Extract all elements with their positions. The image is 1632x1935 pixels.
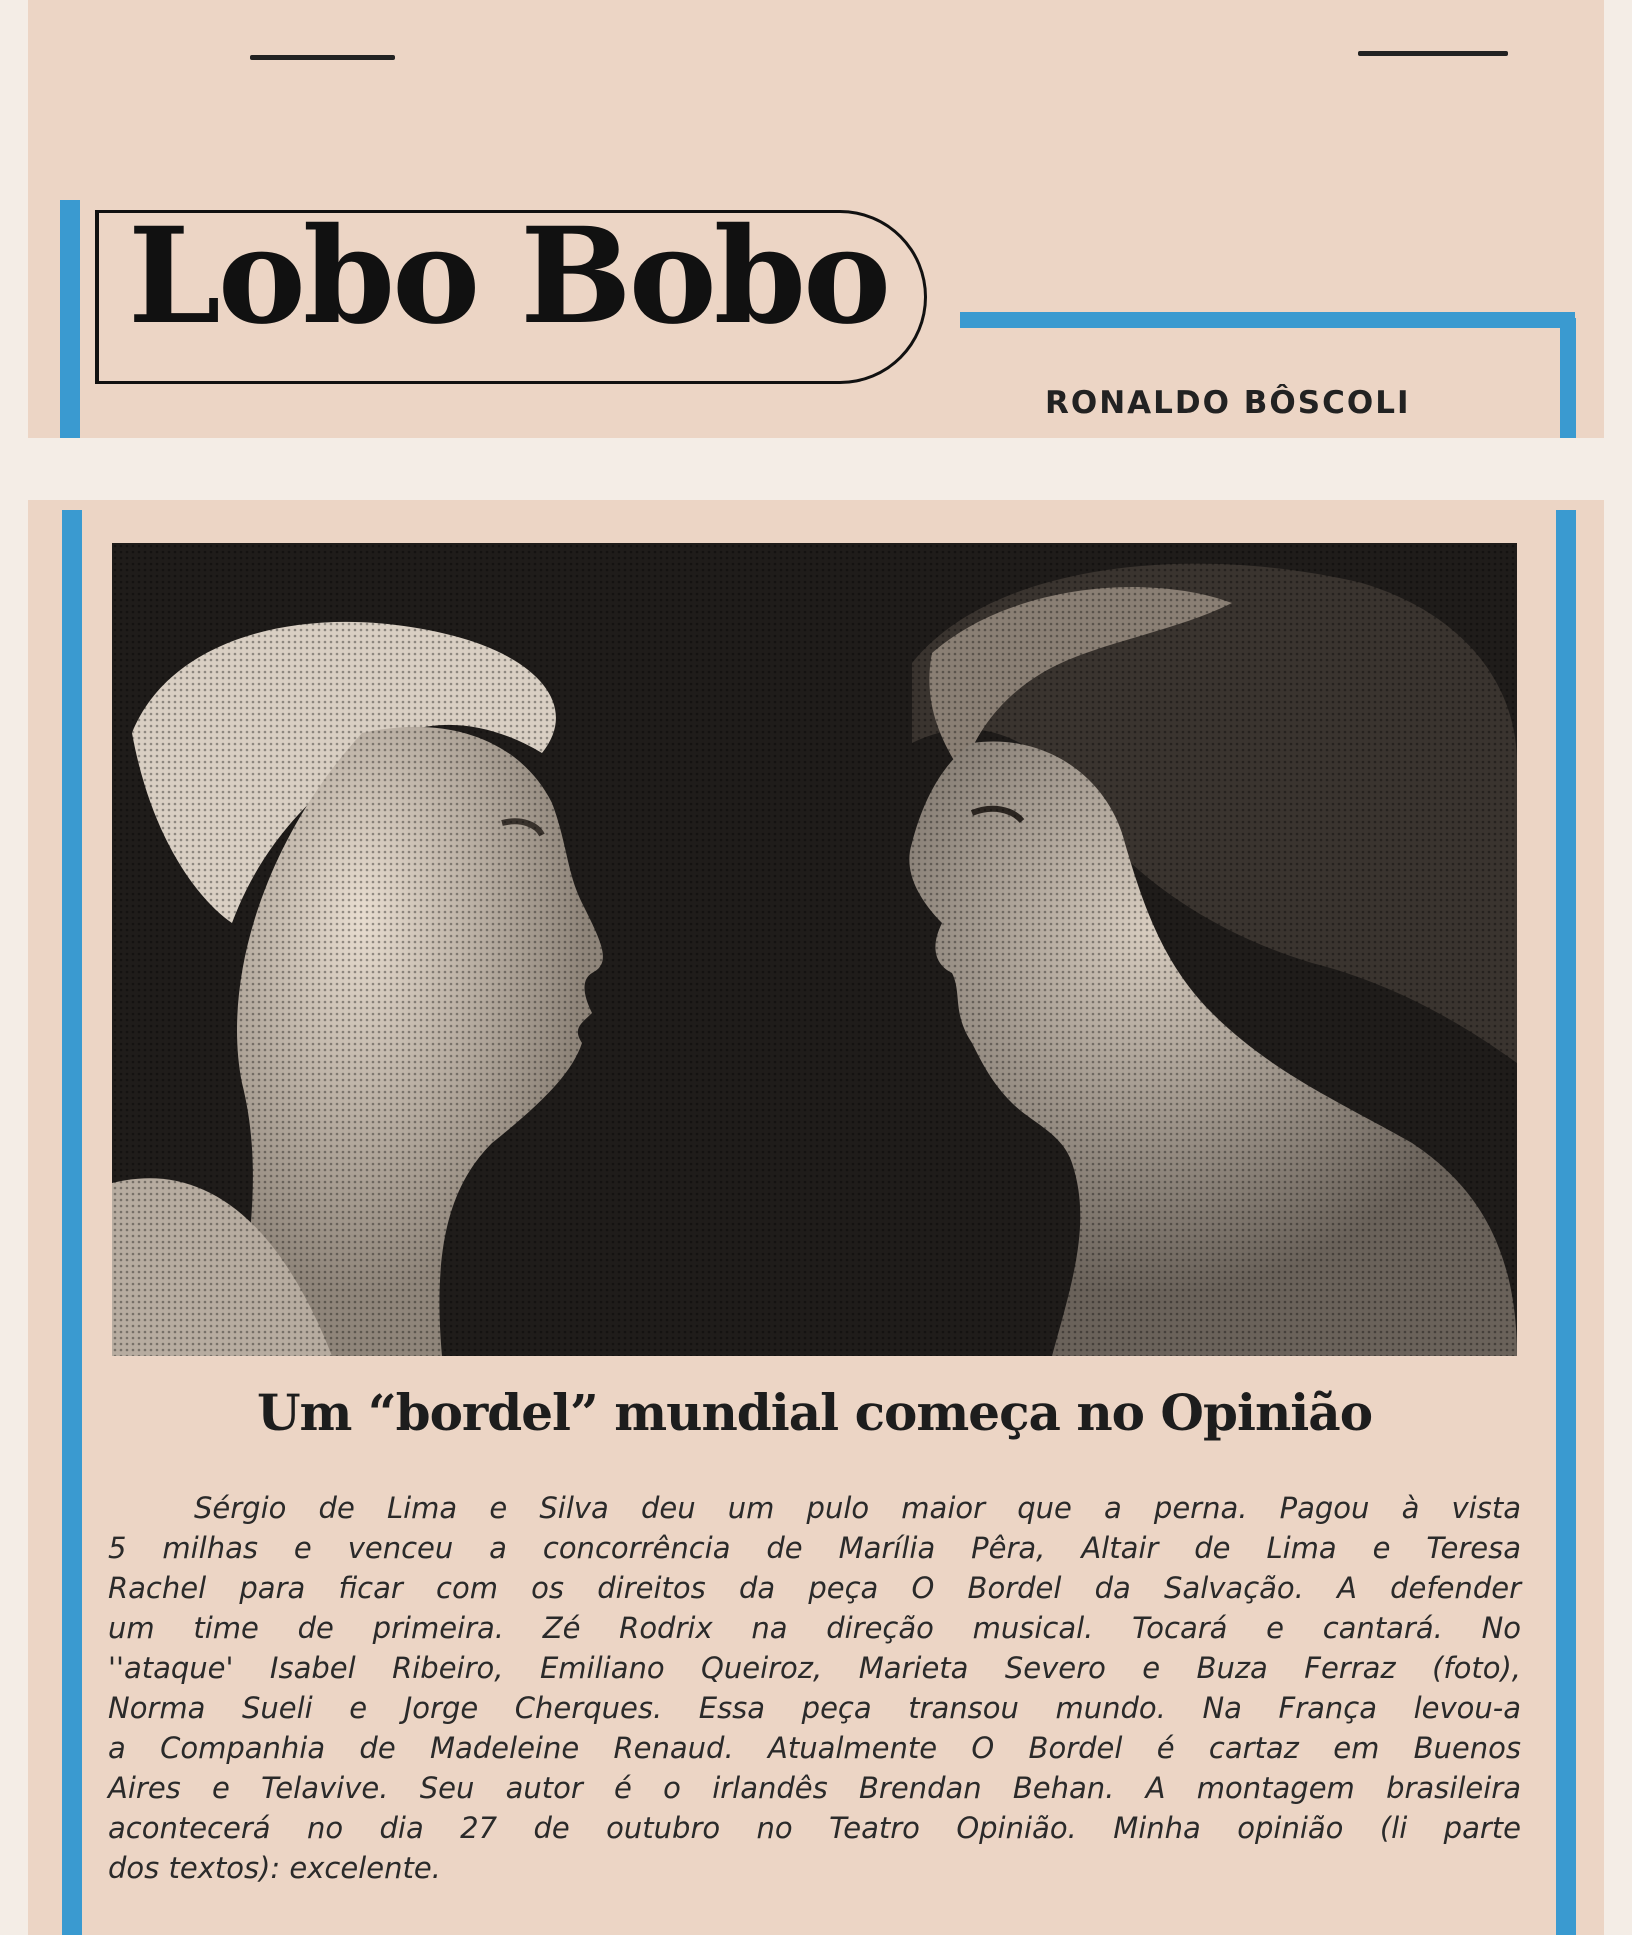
article-right-rule	[1556, 510, 1576, 1935]
article-body	[108, 1488, 1521, 1888]
article-body-line: ''ataque' Isabel Ribeiro, Emiliano Queiroz, Marieta Severo e Buza Ferraz (foto),	[108, 1651, 1521, 1685]
article-body-line: a Companhia de Madeleine Renaud. Atualmente O Bordel é cartaz em Buenos	[108, 1731, 1521, 1765]
column-title: Lobo Bobo	[128, 199, 889, 354]
article-left-rule	[62, 510, 82, 1935]
article-headline: Um “bordel” mundial começa no Opinião	[256, 1383, 1373, 1442]
staple-left	[250, 55, 395, 60]
article-body-line: um time de primeira. Zé Rodrix na direção musical. Tocará e cantará. No	[108, 1611, 1521, 1645]
column-author: RONALDO BÔSCOLI	[1045, 385, 1411, 421]
header-left-rule	[60, 200, 80, 438]
staple-right	[1358, 51, 1508, 56]
header-right-rule	[1560, 318, 1576, 438]
article-body-line: dos textos): excelente.	[108, 1851, 441, 1885]
article-body-line: 5 milhas e venceu a concorrência de Marília Pêra, Altair de Lima e Teresa	[108, 1531, 1521, 1565]
article-body-line: Aires e Telavive. Seu autor é o irlandês Brendan Behan. A montagem brasileira	[108, 1771, 1521, 1805]
header-top-rule	[960, 312, 1575, 328]
article-photo	[112, 543, 1517, 1356]
article-body-line: Sérgio de Lima e Silva deu um pulo maior que a perna. Pagou à vista	[194, 1491, 1521, 1525]
article-body-line: Norma Sueli e Jorge Cherques. Essa peça transou mundo. Na França levou-a	[108, 1691, 1521, 1725]
article-body-line: Rachel para ficar com os direitos da peça O Bordel da Salvação. A defender	[108, 1571, 1521, 1605]
article-body-line: acontecerá no dia 27 de outubro no Teatro Opinião. Minha opinião (li parte	[108, 1811, 1521, 1845]
